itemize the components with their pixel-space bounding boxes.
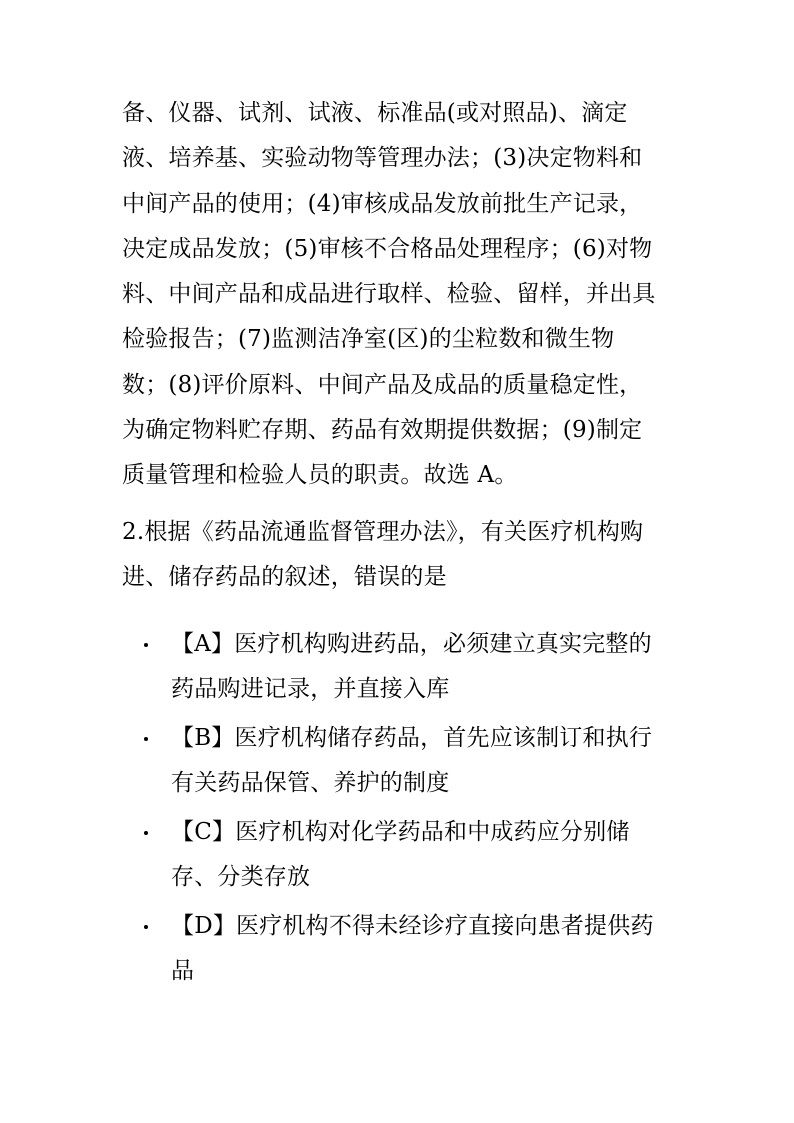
option-b[interactable] xyxy=(122,716,682,810)
bullet-icon xyxy=(144,643,148,647)
answer-explanation xyxy=(122,91,682,499)
explanation-line: 检验报告；(7)监测洁净室(区)的尘粒数和微生物 xyxy=(122,326,615,353)
explanation-line: 为确定物料贮存期、药品有效期提供数据；(9)制定 xyxy=(122,417,643,444)
option-text: 【B】医疗机构储存药品，首先应该制订和执行 xyxy=(171,725,653,751)
answer-options-list xyxy=(122,622,682,998)
option-text: 【D】医疗机构不得未经诊疗直接向患者提供药 xyxy=(171,913,654,939)
explanation-line: 决定成品发放；(5)审核不合格品处理程序；(6)对物 xyxy=(122,235,653,262)
bullet-icon xyxy=(144,737,148,741)
question-line: 2.根据《药品流通监督管理办法》，有关医疗机构购 xyxy=(122,519,644,545)
bullet-icon xyxy=(144,831,148,835)
explanation-line: 液、培养基、实验动物等管理办法；(3)决定物料和 xyxy=(122,145,643,172)
option-text: 有关药品保管、养护的制度 xyxy=(171,770,450,796)
explanation-line: 数；(8)评价原料、中间产品及成品的质量稳定性， xyxy=(122,371,643,398)
option-d[interactable] xyxy=(122,904,682,998)
explanation-line: 中间产品的使用；(4)审核成品发放前批生产记录， xyxy=(122,190,643,217)
option-text: 【C】医疗机构对化学药品和中成药应分别储 xyxy=(171,819,630,845)
option-text: 药品购进记录，并直接入库 xyxy=(171,676,450,702)
question-text xyxy=(122,510,682,601)
option-text: 存、分类存放 xyxy=(171,864,311,890)
option-text: 【A】医疗机构购进药品，必须建立真实完整的 xyxy=(171,631,652,657)
option-a[interactable] xyxy=(122,622,682,716)
bullet-icon xyxy=(144,925,148,929)
option-c[interactable] xyxy=(122,810,682,904)
option-text: 品 xyxy=(171,958,195,984)
question-line: 进、储存药品的叙述，错误的是 xyxy=(122,564,447,591)
explanation-line: 料、中间产品和成品进行取样、检验、留样，并出具 xyxy=(122,281,656,308)
explanation-line: 备、仪器、试剂、试液、标准品(或对照品)、滴定 xyxy=(122,100,628,126)
explanation-line: 质量管理和检验人员的职责。故选 A。 xyxy=(122,462,518,489)
